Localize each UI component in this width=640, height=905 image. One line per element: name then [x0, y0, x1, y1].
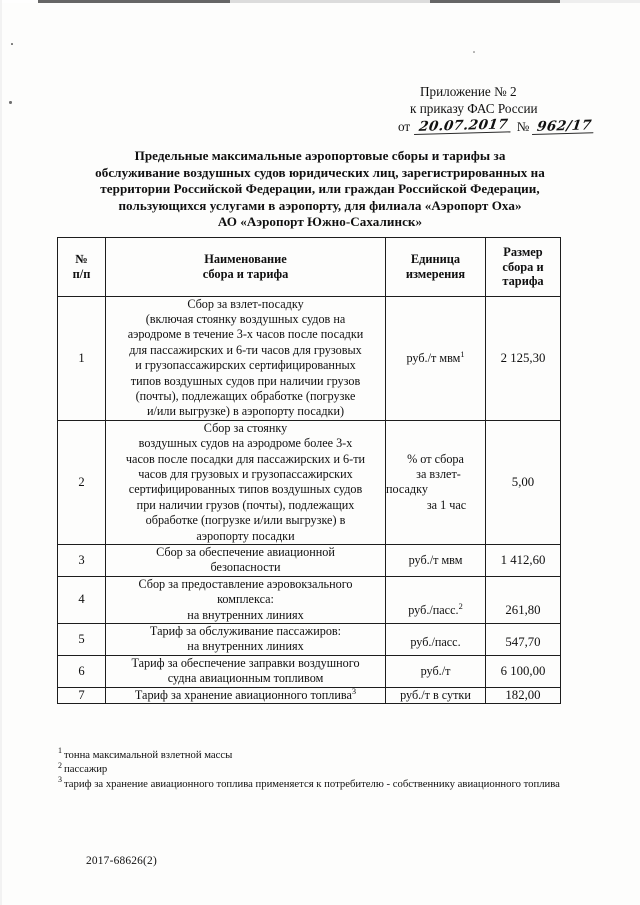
footnotes	[58, 748, 578, 791]
footnote-ref: 3	[351, 686, 357, 696]
row-amount: 547,70	[486, 624, 561, 656]
row-amount: 182,00	[486, 687, 561, 703]
row-unit: руб./т в сутки	[386, 687, 486, 703]
table-row	[58, 687, 561, 703]
footnote-marker: 3	[58, 775, 62, 785]
header-amount-line2: сбора и	[502, 259, 544, 274]
row-name-line: Тариф за обеспечение заправки воздушного	[131, 655, 360, 670]
row-unit	[386, 420, 486, 544]
row-name-line: аэропорту посадки	[196, 528, 295, 543]
footnote-item	[58, 748, 578, 762]
row-unit	[386, 296, 486, 420]
row-name-line: воздушных судов на аэродроме более 3-х	[138, 436, 353, 451]
row-name-line: (почты), подлежащих обработке (погрузке	[135, 388, 356, 403]
row-unit	[386, 576, 486, 623]
row-name	[106, 420, 386, 544]
row-unit-text: руб./т мвм	[406, 350, 461, 365]
row-unit-line: % от сбора	[407, 451, 464, 466]
row-amount: 6 100,00	[486, 655, 561, 687]
column-header-amount	[486, 238, 561, 297]
table-row	[58, 296, 561, 420]
row-name-line: судна авиационным топливом	[167, 671, 324, 686]
row-name-line: (включая стоянку воздушных судов на	[145, 311, 346, 326]
title-line-3: территории Российской Федерации, или граждан Российской Федерации,	[100, 181, 540, 196]
row-unit: руб./пасс.	[386, 624, 486, 656]
row-name-line: и грузопассажирских сертифицированных	[135, 358, 356, 373]
row-name-line: обработке (погрузке и/или выгрузке) в	[145, 513, 346, 528]
number-sign: №	[516, 119, 530, 134]
scan-left-edge-artifact	[0, 0, 2, 905]
row-name	[106, 624, 386, 656]
row-unit-text: руб./пасс.	[408, 602, 459, 617]
row-name-line: часов для грузовых и грузопассажирских	[138, 466, 353, 481]
row-unit-text	[386, 452, 485, 513]
footnote-text: пассажир	[64, 763, 108, 776]
row-number: 2	[58, 420, 106, 544]
handwritten-order-number: 962/17	[532, 118, 596, 135]
row-name-line: Сбор за обеспечение авиационной	[156, 545, 335, 559]
row-amount: 261,80	[486, 576, 561, 623]
header-no-line1: №	[75, 252, 88, 267]
row-name-line: Сбор за предоставление аэровокзального	[138, 576, 353, 591]
row-name-line: и/или выгрузке) в аэропорту посадки)	[146, 404, 345, 419]
row-amount: 5,00	[486, 420, 561, 544]
table-row	[58, 624, 561, 656]
handwritten-date: 20.07.2017	[414, 117, 512, 135]
row-unit: руб./т	[386, 655, 486, 687]
footnote-marker: 1	[58, 746, 62, 756]
page-title	[52, 148, 588, 231]
title-line-2: обслуживание воздушных судов юридических лиц, зарегистрированных на	[95, 164, 545, 180]
row-number: 5	[58, 624, 106, 656]
row-number: 4	[58, 576, 106, 623]
row-name-line: комплекса:	[217, 592, 274, 607]
row-name	[106, 576, 386, 623]
row-number: 6	[58, 655, 106, 687]
title-line-4: пользующихся услугами в аэропорту, для филиала «Аэропорт Оха»	[118, 197, 522, 213]
header-no-line2: п/п	[72, 266, 91, 281]
row-unit-line: за 1 час	[426, 497, 467, 512]
appendix-header	[398, 83, 628, 135]
row-unit-line: за взлет-	[416, 467, 461, 482]
row-name-line: часов после посадки для пассажирских и 6-ти	[125, 451, 366, 466]
row-name-line: на внутренних линиях	[187, 639, 304, 654]
row-unit: руб./т мвм	[386, 545, 486, 577]
footnote-item	[58, 762, 578, 776]
table-header-row	[58, 238, 561, 297]
table-row	[58, 655, 561, 687]
order-authority: к приказу ФАС России	[410, 101, 538, 116]
row-name-line: сертифицированных типов воздушных судов	[128, 482, 363, 497]
row-amount: 2 125,30	[486, 296, 561, 420]
header-name-line1: Наименование	[204, 252, 287, 267]
footnote-ref: 1	[460, 349, 465, 359]
column-header-unit	[386, 238, 486, 297]
footnote-text: тонна максимальной взлетной массы	[64, 749, 233, 761]
column-header-number	[58, 238, 106, 297]
header-unit-line2: измерения	[405, 266, 466, 281]
order-date-and-number	[398, 118, 628, 135]
row-name-line: Тариф за обслуживание пассажиров:	[149, 624, 342, 639]
footnote-item	[58, 777, 578, 791]
row-name-line: для пассажирских и 6-ти часов для грузовых	[129, 342, 362, 357]
footnote-text: тариф за хранение авиационного топлива применяется к потребителю - собственнику авиационного топлива	[64, 777, 560, 790]
column-header-name	[106, 238, 386, 297]
footnote-marker: 2	[58, 760, 62, 770]
row-unit-line: посадку	[386, 482, 428, 497]
row-number: 3	[58, 545, 106, 577]
table-row	[58, 420, 561, 544]
row-name	[106, 545, 386, 577]
header-unit-line1: Единица	[410, 252, 461, 267]
scan-speck	[11, 43, 13, 45]
document-reference-number: 2017-68626(2)	[86, 855, 157, 867]
row-number: 7	[58, 687, 106, 703]
row-name-line: аэродроме в течение 3-х часов после посадки	[127, 327, 364, 342]
row-number: 1	[58, 296, 106, 420]
tariff-table	[57, 237, 561, 704]
appendix-number: Приложение № 2	[420, 84, 517, 99]
scan-edge-artifact	[0, 0, 640, 3]
row-name-line: типов воздушных судов при наличии грузов	[130, 373, 361, 388]
header-amount-line1: Размер	[503, 245, 543, 259]
row-name-line: Сбор за стоянку	[203, 420, 288, 435]
from-label: от	[398, 119, 411, 134]
row-name	[106, 296, 386, 420]
header-name-line2: сбора и тарифа	[202, 266, 289, 281]
table-row	[58, 576, 561, 623]
table-row	[58, 545, 561, 577]
scan-speck	[9, 101, 12, 104]
row-name-line: на внутренних линиях	[187, 607, 304, 622]
title-line-1: Предельные максимальные аэропортовые сборы и тарифы за	[134, 148, 506, 163]
title-line-5: АО «Аэропорт Южно-Сахалинск»	[217, 214, 423, 229]
row-name	[106, 655, 386, 687]
header-amount-line3: тарифа	[502, 274, 544, 288]
scan-speck	[473, 51, 475, 53]
footnote-ref: 2	[458, 601, 463, 611]
row-name-line: Сбор за взлет-посадку	[187, 296, 304, 311]
row-name	[106, 687, 386, 703]
row-name-line: Тариф за хранение авиационного топлива	[134, 687, 352, 702]
row-name-line: при наличии грузов (почты), подлежащих	[136, 497, 355, 512]
row-name-line: безопасности	[210, 560, 281, 575]
row-amount: 1 412,60	[486, 545, 561, 577]
